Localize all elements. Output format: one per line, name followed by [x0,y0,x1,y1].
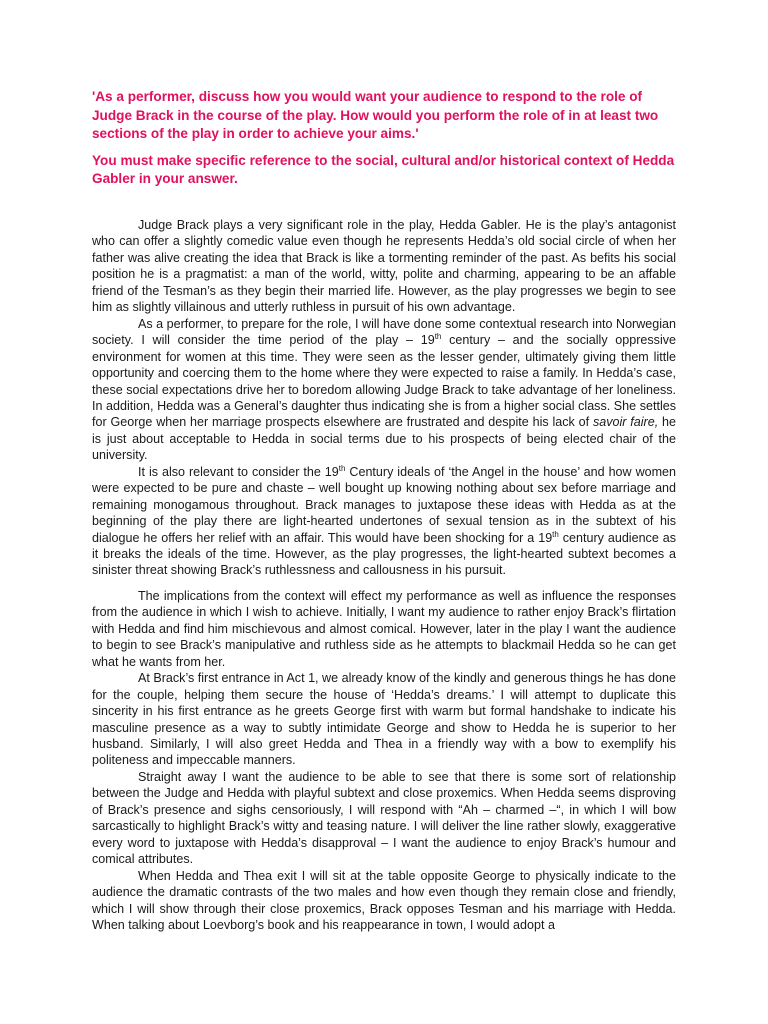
paragraph-implications: The implications from the context will effect my performance as well as influence the responses from the audience in which I wish to achieve. Initially, I want my audience to rather enjoy Brack’s flirtation with Hedda and find him mischievous and almost comical. However, later in the play I want the audience to begin to see Brack’s manipulative and ruthless side as he attempts to blackmail Hedda so he can get what he wants from her. [92,588,676,669]
essay-requirement: You must make specific reference to the social, cultural and/or historical context of Hedda Gabler in your answer. [92,152,675,187]
paragraph-first-entrance: At Brack’s first entrance in Act 1, we already know of the kindly and generous things he has done for the couple, helping them secure the house of ‘Hedda’s dreams.’ I will attempt to duplicate this sincerity in his first entrance as he greets George first with warm but formal handshake to indicate his masculine presence as a way to subtly intimidate George and show to Hedda he is superior to her husband. Similarly, I will also greet Hedda and Thea in a friendly way with a bow to exemplify his politeness and impeccable manners. [92,671,676,768]
paragraph-table-scene: When Hedda and Thea exit I will sit at the table opposite George to physically indicate to the audience the dramatic contrasts of the two males and how even though they remain close and friendly, which I will show through their close proxemics, Brack opposes Tesman and his marriage with Hedda. When talking about Loevborg’s book and his reappearance in town, I would adopt a [92,868,676,932]
paragraph-relationship: Straight away I want the audience to be able to see that there is some sort of relationship between the Judge and Hedda with playful subtext and close proxemics. When Hedda seems disproving of Brack’s presence and sighs censoriously, I will respond with “Ah – charmed –“, in which I will bow sarcastically to highlight Brack’s witty and teasing nature. I will deliver the line rather slowly, exaggerative every word to juxtapose with Hedda’s disapproval – I want the audience to enjoy Brack’s humour and comical attributes. [92,769,676,867]
essay-body [92,217,676,933]
essay-question: 'As a performer, discuss how you would want your audience to respond to the role of Judge Brack in the course of the play. How would you perform the role of in at least two sections of the play in order to achieve your aims.' [92,89,659,142]
paragraph-intro: Judge Brack plays a very significant role in the play, Hedda Gabler. He is the play’s antagonist who can offer a slightly comedic value even though he represents Hedda’s old social circle of when her father was alive creating the idea that Brack is like a tormenting reminder of the past. As befits his social position he is a pragmatist: a man of the world, witty, polite and charming, appearing to be an affable friend of the Tesman’s as they begin their married life. However, as the play progresses we begin to see him as slightly villainous and utterly ruthless in pursuit of his own advantage. [92,217,676,315]
paragraph-context: As a performer, to prepare for the role, I will have done some contextual research into Norwegian society. I will consider the time period of the play – 19th century – and the socially oppressive environment for women at this time. They were seen as the lesser gender, ultimately giving them little opportunity and coercing them to the home where they were expected to raise a family. In Hedda’s case, these social expectations drive her to boredom allowing Judge Brack to take advantage of her loneliness. In addition, Hedda was a General’s daughter thus indicating she is from a higher social class. She settles for George when her marriage prospects elsewhere are frustrated and despite his lack of savoir faire, he is just about acceptable to Hedda in social terms due to his prospects of being elected chair of the university. [92,316,676,463]
paragraph-ideals: It is also relevant to consider the 19th Century ideals of ‘the Angel in the house’ and how women were expected to be pure and chaste – well bought up knowing nothing about sex before marriage and remaining monogamous throughout. Brack manages to juxtapose these ideas with Hedda as at the beginning of the play there are light-hearted undertones of sexual tension as in the subtext of his dialogue he offers her relief with an affair. This would have been shocking for a 19th century audience as it breaks the ideals of the time. However, as the play progresses, the light-hearted subtext becomes a sinister threat showing Brack’s ruthlessness and callousness in his pursuit. [92,463,677,578]
